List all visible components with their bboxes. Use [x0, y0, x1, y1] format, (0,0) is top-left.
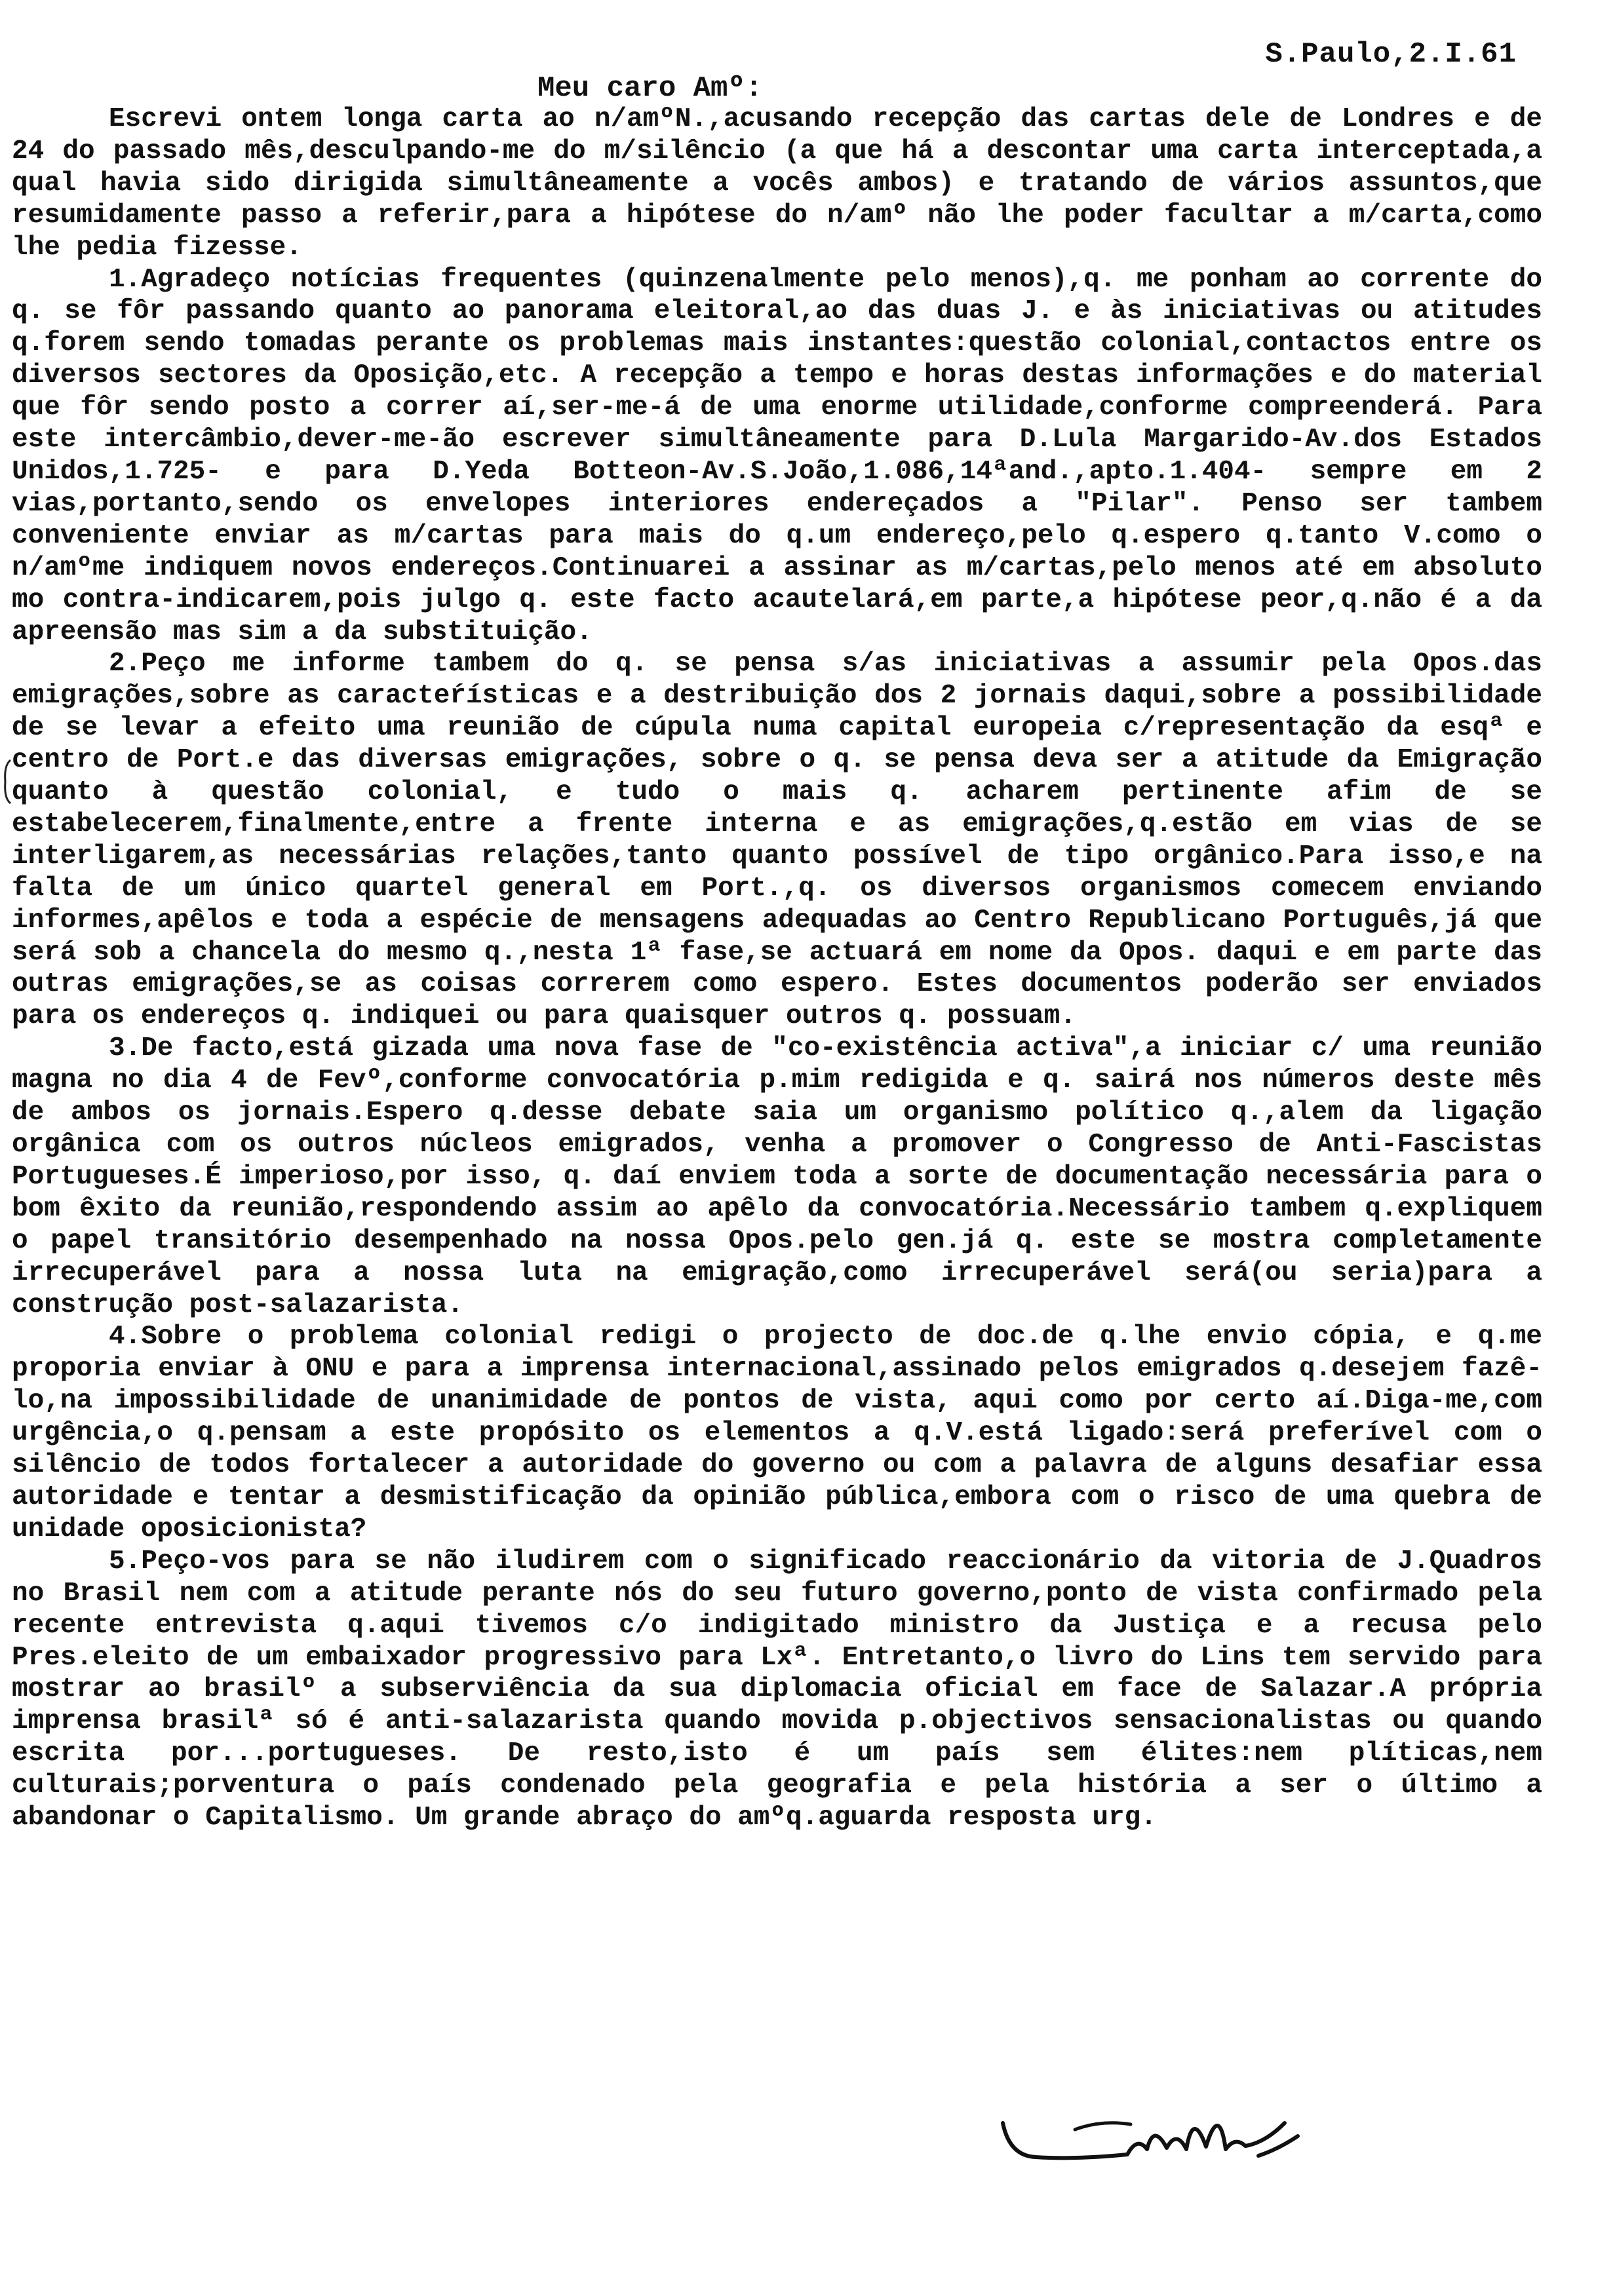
paragraph-4: 4.Sobre o problema colonial redigi o projecto de doc.de q.lhe envio cópia, e q.me proporia enviar à ONU e para a imprensa internacional,assinado pelos emigrados q.desejem fazê-lo,na impossibilidade de unanimidade de pontos de vista, aqui como por certo aí.Diga-me,com urgência,o q.pensam a este propósito os elementos a q.V.está ligado:será preferível com o silêncio de todos fortalecer a autoridade do governo ou com a palavra de alguns desafiar essa autoridade e tentar a desmistificação da opinião pública,embora com o risco de uma quebra de unidade oposicionista? [12, 1322, 1542, 1544]
handwritten-signature [996, 2084, 1337, 2182]
paragraph-3: 3.De facto,está gizada uma nova fase de "co-existência activa",a iniciar c/ uma reunião magna no dia 4 de Fevº,conforme convocatória p.mim redigida e q. sairá nos números deste mês de ambos os jornais.Espero q.desse debate saia um organismo político q.,alem da ligação orgânica com os outros núcleos emigrados, venha a promover o Congresso de Anti-Fascistas Portugueses.É imperioso,por isso, q. daí enviem toda a sorte de documentação necessária para o bom êxito da reunião,respondendo assim ao apêlo da convocatória.Necessário tambem q.expliquem o papel transitório desempenhado na nossa Opos.pelo gen.já q. este se mostra completamente irrecuperável para a nossa luta na emigração,como irrecuperável será(ou seria)para a construção post-salazarista. [12, 1033, 1542, 1320]
letter-date: S.Paulo,2.I.61 [1265, 38, 1517, 71]
paragraph-2: 2.Peço me informe tambem do q. se pensa s/as iniciativas a assumir pela Opos.das emigrações,sobre as caracteŕísticas e a destribuição dos 2 jornais daqui,sobre a possibilidade de se levar a efeito uma reunião de cúpula numa capital europeia c/representação da esqª e centro de Port.e das diversas emigrações, sobre o q. se pensa deva ser a atitude da Emigração quanto à questão colonial, e tudo o mais q. acharem pertinente afim de se estabelecerem,finalmente,entre a frente interna e as emigrações,q.estão em vias de se interligarem,as necessárias relações,tanto quanto possível de tipo orgânico.Para isso,e na falta de um único quartel general em Port.,q. os diversos organismos comecem enviando informes,apêlos e toda a espécie de mensagens adequadas ao Centro Republicano Português,já que será sob a chancela do mesmo q.,nesta 1ª fase,se actuará em nome da Opos. daqui e em parte das outras emigrações,se as coisas correrem como espero. Estes documentos poderão ser enviados para os endereços q. indiquei ou para quaisquer outros q. possuam. [12, 649, 1542, 1032]
salutation: Meu caro Amº: [537, 72, 763, 105]
letter-body [12, 104, 1542, 1834]
paragraph-1: 1.Agradeço notícias frequentes (quinzenalmente pelo menos),q. me ponham ao corrente do q. se fôr passando quanto ao panorama eleitoral,ao das duas J. e às iniciativas ou atitudes q.forem sendo tomadas perante os problemas mais instantes:questão colonial,contactos entre os diversos sectores da Oposição,etc. A recepção a tempo e horas destas informações e do material que fôr sendo posto a correr aí,ser-me-á de uma enorme utilidade,conforme compreenderá. Para este intercâmbio,dever-me-ão escrever simultâneamente para D.Lula Margarido-Av.dos Estados Unidos,1.725- e para D.Yeda Botteon-Av.S.João,1.086,14ªand.,apto.1.404- sempre em 2 vias,portanto,sendo os envelopes interiores endereçados a "Pilar". Penso ser tambem conveniente enviar as m/cartas para mais do q.um endereço,pelo q.espero q.tanto V.como o n/amºme indiquem novos endereços.Continuarei a assinar as m/cartas,pelo menos até em absoluto mo contra-indicarem,pois julgo q. este facto acautelará,em parte,a hipótese peor,q.não é a da apreensão mas sim a da substituição. [12, 264, 1542, 647]
margin-bracket-mark [3, 759, 12, 805]
paragraph-5: 5.Peço-vos para se não iludirem com o significado reaccionário da vitoria de J.Quadros no Brasil nem com a atitude perante nós do seu futuro governo,ponto de vista confirmado pela recente entrevista q.aqui tivemos c/o indigitado ministro da Justiça e a recusa pelo Pres.eleito de um embaixador progressivo para Lxª. Entretanto,o livro do Lins tem servido para mostrar ao brasilº a subserviência da sua diplomacia oficial em face de Salazar.A própria imprensa brasilª só é anti-salazarista quando movida p.objectivos sensacionalistas ou quando escrita por...portugueses. De resto,isto é um país sem élites:nem plíticas,nem culturais;porventura o país condenado pela geografia e pela história a ser o último a abandonar o Capitalismo. Um grande abraço do amºq.aguarda resposta urg. [12, 1546, 1542, 1833]
paragraph-intro: Escrevi ontem longa carta ao n/amºN.,acusando recepção das cartas dele de Londres e de 24 do passado mês,desculpando-me do m/silêncio (a que há a descontar uma carta interceptada,a qual havia sido dirigida simultâneamente a vocês ambos) e tratando de vários assuntos,que resumidamente passo a referir,para a hipótese do n/amº não lhe poder facultar a m/carta,como lhe pedia fizesse. [12, 104, 1542, 263]
